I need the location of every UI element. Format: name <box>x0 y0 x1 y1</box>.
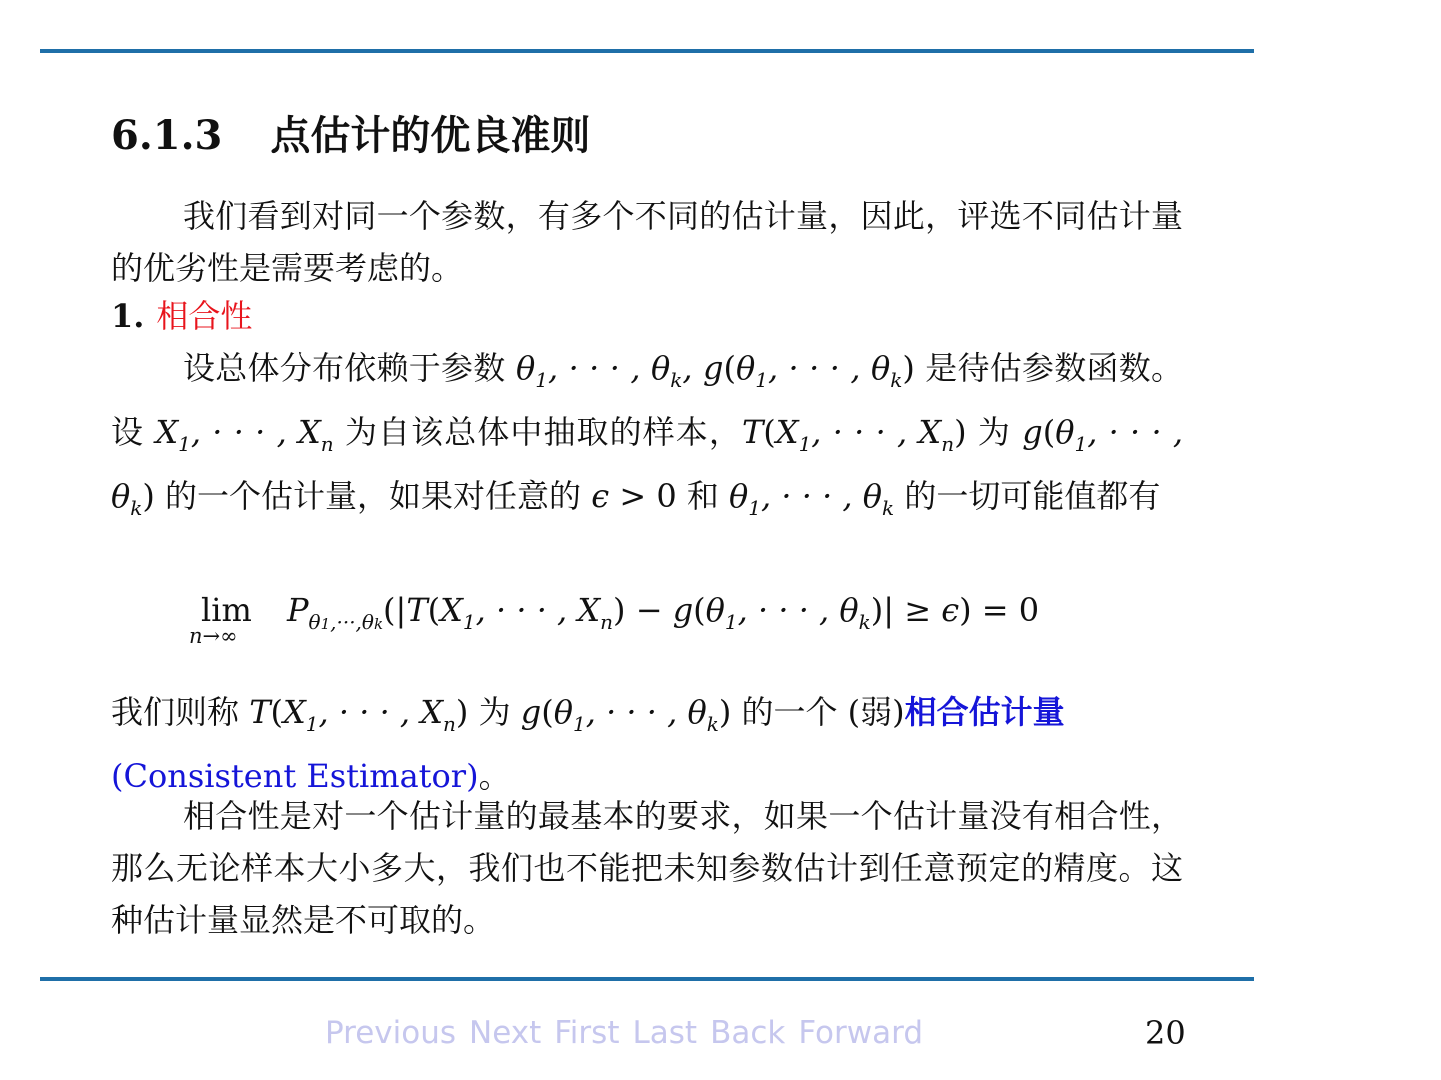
nav-forward-link[interactable]: Forward <box>798 1015 923 1051</box>
section-number: 6.1.3 <box>111 112 223 159</box>
lim-subscript: n→∞ <box>189 624 238 648</box>
page-number: 20 <box>1145 1014 1186 1052</box>
conclusion-text-1: 我们则称 <box>111 693 240 731</box>
bottom-rule <box>40 977 1254 981</box>
conclusion-paragraph <box>111 686 1183 802</box>
nav-next-link[interactable]: Next <box>469 1015 542 1051</box>
term-consistent-estimator-en: (Consistent Estimator) <box>111 757 479 795</box>
definition-text-5: 的一个估计量，如果对任意的 <box>165 477 582 515</box>
limit-equation <box>189 590 1201 660</box>
term-consistent-estimator-cn: 相合估计量 <box>904 693 1065 731</box>
nav-first-link[interactable]: First <box>554 1015 620 1051</box>
top-rule <box>40 49 1254 53</box>
section-title <box>111 106 590 166</box>
subsection-number: 1. <box>111 297 145 335</box>
definition-text-7: 的一切可能值都有 <box>904 477 1161 515</box>
definition-text-1: 设总体分布依赖于参数 <box>183 349 506 387</box>
math-estimator-2: $T(X_1$, · · · , $X_n$) <box>249 693 469 736</box>
limit-expression: $P_{\theta 1,\cdot\cdot\cdot,\theta k}(|T(X_1$, · · · , $X_n) - g(\theta_1$, · · · , $\theta_k)| \ge \epsilon) = 0$ <box>287 591 1040 634</box>
definition-paragraph <box>111 342 1183 534</box>
conclusion-text-2: 为 <box>478 693 511 731</box>
math-g-2: $g(\theta_1$, · · · , $\theta_k$) <box>520 693 732 736</box>
section-title-text: 点估计的优良准则 <box>270 112 591 159</box>
nav-previous-link[interactable]: Previous <box>325 1015 457 1051</box>
math-g: $g(\theta_1$, · · · , $\theta_k$) <box>111 413 1184 520</box>
definition-text-4: 为 <box>977 413 1011 451</box>
conclusion-text-3: 的一个 (弱) <box>741 693 905 731</box>
conclusion-end: 。 <box>478 757 511 795</box>
math-params: $\theta_1$, · · · , $\theta_k$, $g(\theta_1$, · · · , $\theta_k$) <box>515 349 915 392</box>
subsection-heading <box>111 294 252 338</box>
intro-paragraph: 我们看到对同一个参数，有多个不同的估计量，因此，评选不同估计量的优劣性是需要考虑的。 <box>111 197 1183 287</box>
math-epsilon: ϵ > 0 <box>591 477 677 515</box>
math-estimator: $T(X_1$, · · · , $X_n$) <box>741 413 967 456</box>
remark-paragraph: 相合性是对一个估计量的最基本的要求，如果一个估计量没有相合性，那么无论样本大小多大，我们也不能把未知参数估计到任意预定的精度。这种估计量显然是不可取的。 <box>111 797 1183 939</box>
nav-last-link[interactable]: Last <box>632 1015 698 1051</box>
definition-text-6: 和 <box>686 477 719 515</box>
footer-navigation <box>325 1013 936 1053</box>
nav-back-link[interactable]: Back <box>710 1015 786 1051</box>
lim-operator: lim <box>201 591 252 629</box>
definition-text-2: 是待估参数函数。设 <box>111 349 1184 451</box>
subsection-title: 相合性 <box>156 297 253 335</box>
math-sample: $X_1$, · · · , $X_n$ <box>155 413 334 456</box>
definition-text-3: 为自该总体中抽取的样本， <box>344 413 742 451</box>
math-thetas: $\theta_1$, · · · , $\theta_k$ <box>729 477 895 520</box>
